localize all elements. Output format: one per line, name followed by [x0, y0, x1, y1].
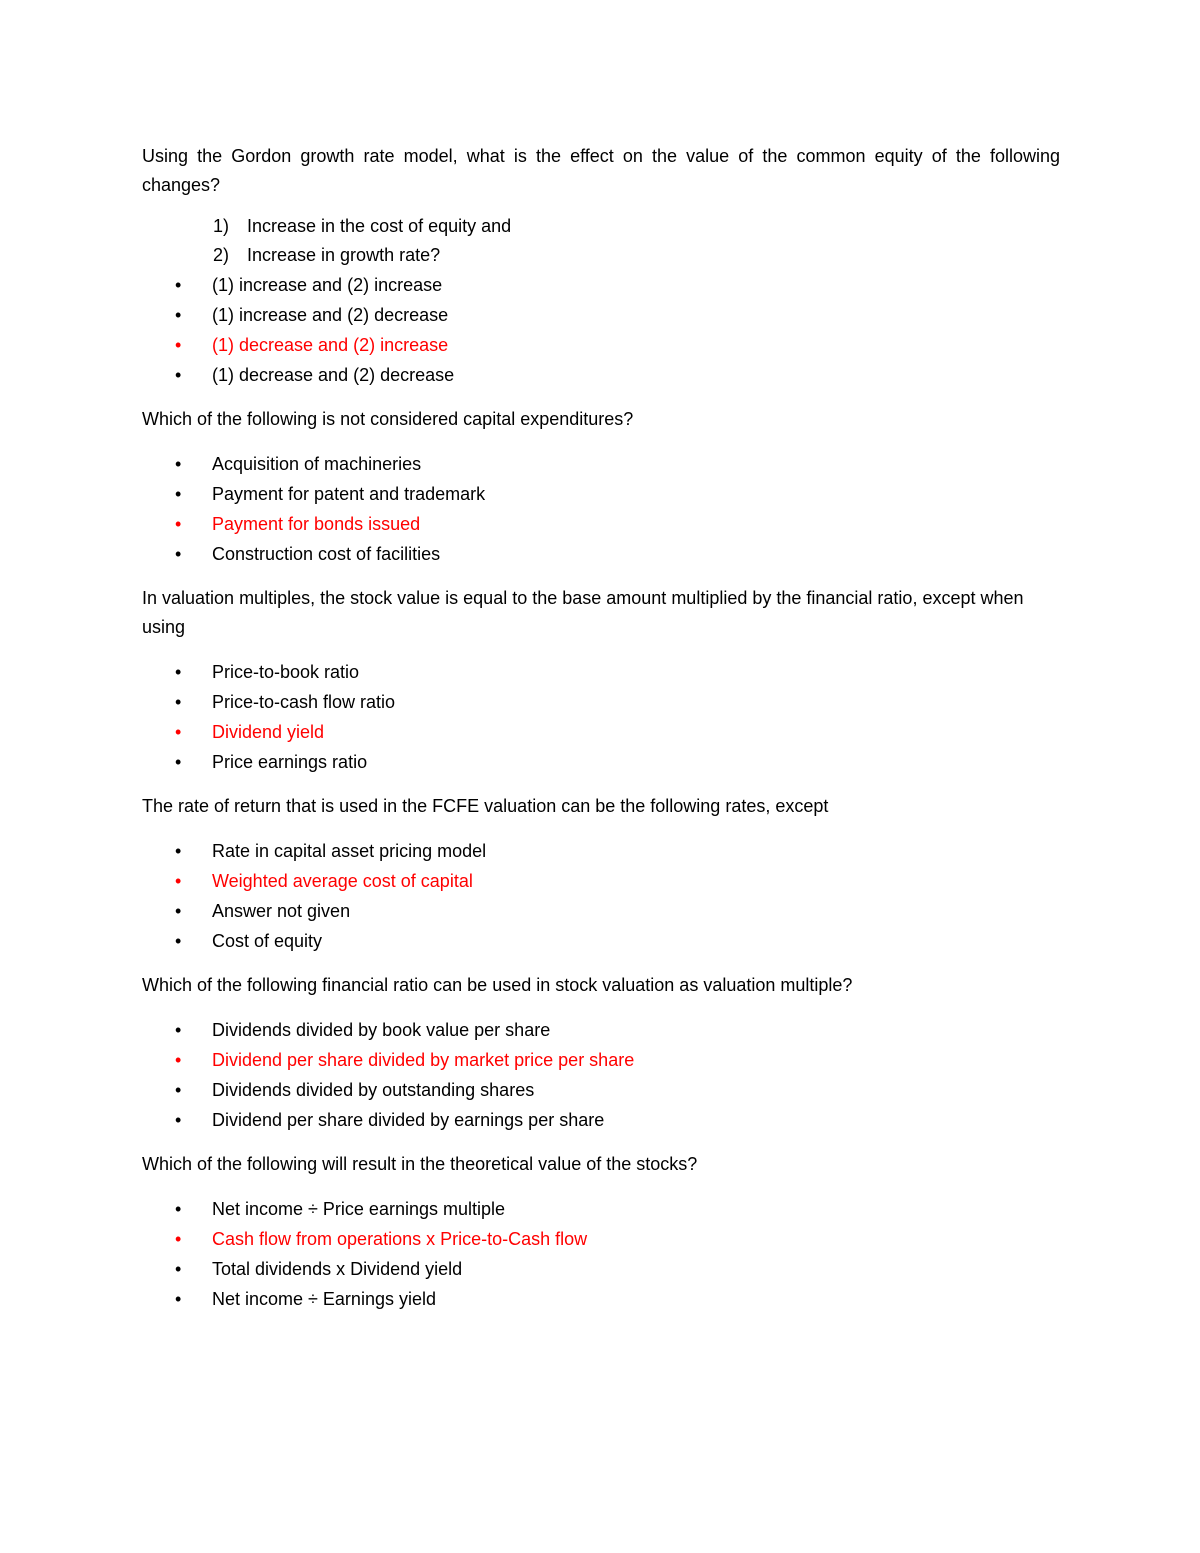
question-text: Using the Gordon growth rate model, what is the effect on the value of the common equity of the following changes?	[142, 146, 1060, 195]
option-text: Answer not given	[212, 901, 351, 921]
question-text: In valuation multiples, the stock value is equal to the base amount multiplied by the financial ratio, except when using	[142, 588, 1024, 637]
option-text: Weighted average cost of capital	[212, 871, 473, 891]
bullet-icon: •	[175, 1110, 182, 1130]
bullet-icon: •	[175, 662, 182, 682]
option-text: Construction cost of facilities	[212, 544, 441, 564]
bullet-icon: •	[175, 752, 182, 772]
correct-answer-option	[142, 866, 1060, 896]
option-text: (1) increase and (2) decrease	[212, 305, 449, 325]
answer-option	[142, 836, 1060, 866]
question-text: Which of the following will result in the theoretical value of the stocks?	[142, 1154, 698, 1174]
option-text: Acquisition of machineries	[212, 454, 422, 474]
option-text: Dividend per share divided by earnings per share	[212, 1110, 605, 1130]
bullet-icon: •	[175, 1020, 182, 1040]
answer-option	[142, 1194, 1060, 1224]
option-text: Price-to-book ratio	[212, 662, 360, 682]
answer-options	[142, 657, 1060, 777]
numbered-list-item	[142, 241, 1060, 270]
option-text: Net income ÷ Price earnings multiple	[212, 1199, 506, 1219]
option-text: Cash flow from operations x Price-to-Cash flow	[212, 1229, 588, 1249]
option-text: Dividend yield	[212, 722, 325, 742]
bullet-icon: •	[175, 305, 182, 325]
answer-option	[142, 360, 1060, 390]
list-item-text: Increase in the cost of equity and	[247, 216, 512, 236]
answer-options	[142, 1194, 1060, 1314]
correct-answer-option	[142, 509, 1060, 539]
answer-options	[142, 270, 1060, 390]
correct-answer-option	[142, 330, 1060, 360]
list-item-text: Increase in growth rate?	[247, 245, 441, 265]
answer-option	[142, 1254, 1060, 1284]
bullet-icon: •	[175, 1080, 182, 1100]
answer-option	[142, 1284, 1060, 1314]
bullet-icon: •	[175, 1229, 182, 1249]
answer-option	[142, 926, 1060, 956]
answer-option	[142, 687, 1060, 717]
option-text: Cost of equity	[212, 931, 323, 951]
option-text: (1) decrease and (2) decrease	[212, 365, 455, 385]
option-text: Rate in capital asset pricing model	[212, 841, 487, 861]
bullet-icon: •	[175, 275, 182, 295]
answer-options	[142, 1015, 1060, 1135]
bullet-icon: •	[175, 544, 182, 564]
numbered-list	[142, 212, 1060, 270]
bullet-icon: •	[175, 1050, 182, 1070]
list-number: 1)	[213, 216, 230, 236]
bullet-icon: •	[175, 841, 182, 861]
bullet-icon: •	[175, 1259, 182, 1279]
answer-option	[142, 300, 1060, 330]
answer-option	[142, 270, 1060, 300]
option-text: Net income ÷ Earnings yield	[212, 1289, 436, 1309]
option-text: (1) decrease and (2) increase	[212, 335, 449, 355]
answer-option	[142, 657, 1060, 687]
bullet-icon: •	[175, 514, 182, 534]
question-text: Which of the following financial ratio can be used in stock valuation as valuation multiple?	[142, 975, 853, 995]
bullet-icon: •	[175, 931, 182, 951]
answer-option	[142, 539, 1060, 569]
answer-option	[142, 1075, 1060, 1105]
option-text: Payment for patent and trademark	[212, 484, 486, 504]
bullet-icon: •	[175, 484, 182, 504]
answer-option	[142, 896, 1060, 926]
document-content	[142, 142, 1060, 1314]
answer-option	[142, 747, 1060, 777]
correct-answer-option	[142, 1045, 1060, 1075]
question-text: The rate of return that is used in the FCFE valuation can be the following rates, except	[142, 796, 829, 816]
list-number: 2)	[213, 245, 230, 265]
option-text: Dividends divided by book value per share	[212, 1020, 551, 1040]
bullet-icon: •	[175, 1289, 182, 1309]
answer-option	[142, 449, 1060, 479]
option-text: Price-to-cash flow ratio	[212, 692, 396, 712]
bullet-icon: •	[175, 901, 182, 921]
bullet-icon: •	[175, 692, 182, 712]
option-text: Dividend per share divided by market price per share	[212, 1050, 635, 1070]
answer-option	[142, 1015, 1060, 1045]
answer-options	[142, 836, 1060, 956]
answer-option	[142, 479, 1060, 509]
correct-answer-option	[142, 1224, 1060, 1254]
option-text: Total dividends x Dividend yield	[212, 1259, 463, 1279]
answer-options	[142, 449, 1060, 569]
question-text: Which of the following is not considered capital expenditures?	[142, 409, 634, 429]
option-text: Price earnings ratio	[212, 752, 368, 772]
bullet-icon: •	[175, 454, 182, 474]
option-text: Payment for bonds issued	[212, 514, 421, 534]
option-text: (1) increase and (2) increase	[212, 275, 443, 295]
answer-option	[142, 1105, 1060, 1135]
option-text: Dividends divided by outstanding shares	[212, 1080, 535, 1100]
bullet-icon: •	[175, 871, 182, 891]
bullet-icon: •	[175, 722, 182, 742]
bullet-icon: •	[175, 335, 182, 355]
bullet-icon: •	[175, 1199, 182, 1219]
bullet-icon: •	[175, 365, 182, 385]
numbered-list-item	[142, 212, 1060, 241]
correct-answer-option	[142, 717, 1060, 747]
